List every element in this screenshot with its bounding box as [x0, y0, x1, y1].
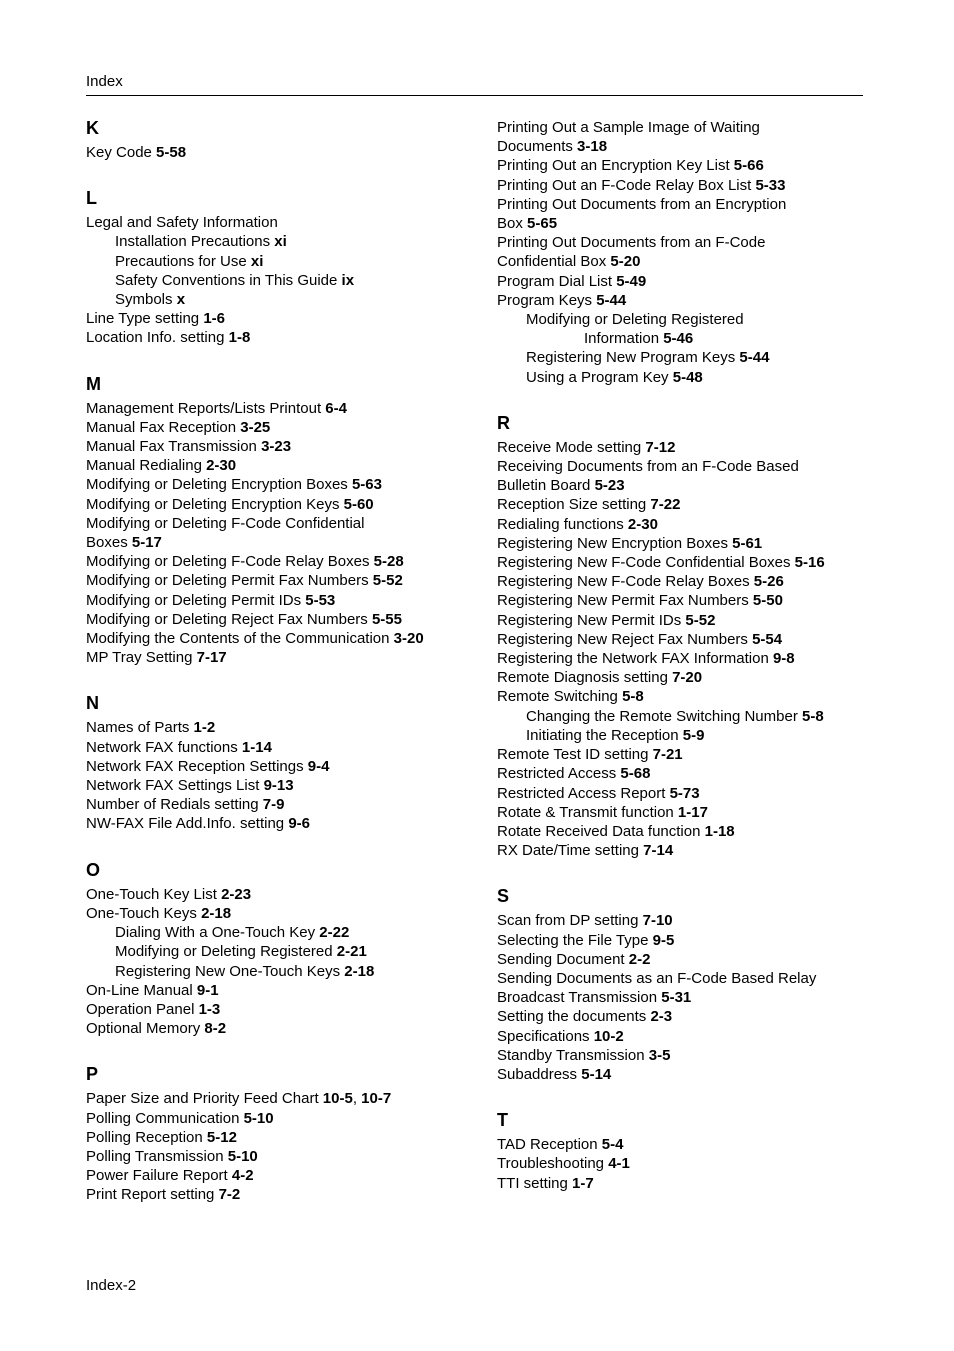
entry-term: Modifying or Deleting F-Code Relay Boxes	[86, 553, 374, 571]
index-entry	[86, 814, 476, 833]
index-section	[86, 860, 476, 1039]
entry-term: Modifying or Deleting Permit Fax Numbers	[86, 572, 373, 590]
entry-page-ref: 7-9	[262, 796, 285, 814]
index-entry	[86, 552, 476, 571]
index-entry	[86, 923, 476, 942]
entry-term: RX Date/Time setting	[497, 842, 644, 860]
index-entry	[497, 214, 897, 233]
entry-page-ref: 5-33	[755, 176, 786, 194]
entry-page-ref: 1-2	[193, 719, 216, 737]
index-entry	[497, 515, 897, 534]
index-entry	[86, 610, 476, 629]
entry-term: Setting the documents	[497, 1008, 651, 1026]
entry-page-ref: 2-18	[344, 962, 375, 980]
entry-term: Broadcast Transmission	[497, 989, 662, 1007]
index-entry	[86, 328, 476, 347]
index-entry	[86, 1128, 476, 1147]
index-entry	[86, 290, 476, 309]
entry-term: Power Failure Report	[86, 1167, 232, 1185]
entry-page-ref: 5-55	[371, 610, 402, 628]
entry-term: Printing Out Documents from an Encryption	[497, 195, 787, 213]
entry-term: Precautions for Use	[115, 252, 251, 270]
entry-term: Symbols	[115, 291, 177, 309]
entry-page-ref: 7-20	[672, 669, 703, 687]
entry-term: Scan from DP setting	[497, 912, 643, 930]
entry-term: Rotate Received Data function	[497, 822, 705, 840]
index-entry	[86, 795, 476, 814]
index-entry	[86, 1000, 476, 1019]
index-entry	[86, 942, 476, 961]
index-entry	[497, 310, 897, 329]
section-letter: T	[497, 1110, 508, 1131]
index-entry	[86, 1166, 476, 1185]
entry-page-ref: 1-14	[241, 738, 272, 756]
entry-term: Names of Parts	[86, 719, 194, 737]
entry-term: Key Code	[86, 144, 157, 161]
entry-term: Documents	[497, 138, 578, 156]
entry-term: Line Type setting	[86, 310, 204, 328]
index-entry	[497, 745, 897, 764]
index-entry	[86, 495, 476, 514]
entry-term: Program Keys	[497, 291, 597, 309]
entry-term: Number of Redials setting	[86, 796, 263, 814]
entry-page-ref: 5-52	[685, 611, 716, 629]
entry-term: Registering New Program Keys	[526, 349, 740, 367]
page-ref-separator: ,	[352, 1090, 362, 1108]
index-entry	[497, 572, 897, 591]
entry-term: MP Tray Setting	[86, 649, 197, 667]
entry-term: Network FAX Settings List	[86, 777, 264, 795]
index-entry	[86, 514, 476, 533]
index-entry	[497, 630, 897, 649]
entry-term: Polling Communication	[86, 1109, 244, 1127]
entry-term: Management Reports/Lists Printout	[86, 399, 326, 417]
entry-term: Receive Mode setting	[497, 438, 646, 456]
section-letter: P	[86, 1064, 99, 1085]
entry-term: Printing Out a Sample Image of Waiting	[497, 119, 760, 136]
entry-page-ref: 5-65	[527, 215, 558, 233]
index-entry	[86, 418, 476, 437]
entry-page-ref: 2-18	[201, 904, 232, 922]
index-entry	[86, 271, 476, 290]
entry-term: Location Info. setting	[86, 329, 229, 347]
page-number: Index-2	[86, 1277, 137, 1294]
entry-page-ref: 2-21	[336, 943, 367, 961]
index-entry	[86, 533, 476, 552]
index-entry	[86, 648, 476, 667]
entry-term: Polling Reception	[86, 1128, 207, 1146]
entry-page-ref: 5-12	[206, 1128, 237, 1146]
index-section	[497, 118, 897, 387]
entry-term: Sending Documents as an F-Code Based Relay	[497, 969, 817, 987]
index-entry	[497, 118, 897, 137]
index-entry	[86, 904, 476, 923]
section-letter: K	[86, 118, 99, 138]
index-section	[86, 693, 476, 833]
entry-term: Installation Precautions	[115, 233, 275, 251]
header-title: Index	[86, 73, 123, 90]
entry-term: Network FAX Reception Settings	[86, 757, 308, 775]
index-entry	[497, 534, 897, 553]
entry-term: Printing Out Documents from an F-Code	[497, 234, 766, 252]
index-entry	[86, 437, 476, 456]
entry-term: Using a Program Key	[526, 368, 673, 386]
entry-page-ref: 3-25	[240, 418, 271, 436]
index-entry	[86, 981, 476, 1000]
entry-page-ref: 7-17	[196, 649, 227, 667]
entry-page-ref: 3-5	[648, 1046, 671, 1064]
entry-term: Initiating the Reception	[526, 726, 683, 744]
entry-term: Bulletin Board	[497, 477, 595, 495]
entry-term: Registering New F-Code Confidential Boxes	[497, 554, 795, 572]
entry-page-ref: 2-3	[650, 1008, 673, 1026]
entry-term: Modifying the Contents of the Communication	[86, 630, 394, 648]
index-entry	[497, 195, 897, 214]
entry-page-ref: 8-2	[204, 1020, 227, 1038]
index-entry	[497, 1007, 897, 1026]
index-entry	[497, 950, 897, 969]
index-entry	[497, 348, 897, 367]
section-letter: M	[86, 373, 101, 394]
entry-term: Manual Fax Transmission	[86, 438, 262, 456]
entry-page-ref: 5-20	[610, 253, 641, 271]
entry-page-ref: 1-3	[198, 1000, 221, 1018]
entry-page-ref: 9-4	[307, 757, 330, 775]
index-entry	[497, 291, 897, 310]
entry-page-ref: 5-44	[739, 349, 770, 367]
entry-term: NW-FAX File Add.Info. setting	[86, 815, 289, 833]
index-entry	[86, 1147, 476, 1166]
index-entry	[86, 399, 476, 418]
entry-page-ref: 4-2	[231, 1167, 254, 1185]
entry-term: Print Report setting	[86, 1186, 219, 1204]
entry-term: TTI setting	[497, 1174, 573, 1192]
entry-page-ref: 9-1	[196, 981, 219, 999]
entry-page-ref: 1-17	[677, 803, 708, 821]
index-entry	[497, 764, 897, 783]
entry-page-ref: 5-10	[227, 1147, 258, 1165]
entry-page-ref: 5-49	[616, 272, 647, 290]
index-entry	[497, 176, 897, 195]
index-entry	[497, 476, 897, 495]
index-entry	[497, 969, 897, 988]
index-entry	[497, 1154, 897, 1173]
entry-term: Dialing With a One-Touch Key	[115, 924, 320, 942]
entry-term: Receiving Documents from an F-Code Based	[497, 458, 799, 476]
entry-term: Registering the Network FAX Information	[497, 650, 773, 668]
entry-page-ref: 3-20	[393, 630, 424, 648]
entry-page-ref: 5-58	[156, 144, 187, 161]
running-header	[86, 73, 863, 96]
entry-page-ref: 10-5	[322, 1090, 353, 1108]
entry-term: Modifying or Deleting Permit IDs	[86, 591, 306, 609]
entry-page-ref: 5-8	[801, 707, 824, 725]
entry-page-ref: 5-4	[601, 1136, 624, 1154]
entry-page-ref: 9-8	[772, 650, 795, 668]
entry-page-ref: 5-73	[669, 784, 700, 802]
index-entry	[497, 368, 897, 387]
index-entry	[497, 233, 897, 252]
entry-page-ref: ix	[341, 271, 355, 289]
index-entry	[497, 668, 897, 687]
entry-term: Registering New Permit IDs	[497, 611, 686, 629]
index-entry	[86, 232, 476, 251]
index-entry	[86, 738, 476, 757]
entry-page-ref: 1-18	[704, 822, 735, 840]
entry-page-ref: xi	[274, 233, 287, 251]
entry-page-ref: 5-60	[343, 495, 374, 513]
entry-page-ref: 7-12	[645, 438, 676, 456]
entry-term: Confidential Box	[497, 253, 611, 271]
index-entry	[86, 1019, 476, 1038]
entry-term: Changing the Remote Switching Number	[526, 707, 802, 725]
index-entry	[86, 885, 476, 904]
entry-term: Restricted Access Report	[497, 784, 670, 802]
index-entry	[497, 649, 897, 668]
index-entry	[86, 571, 476, 590]
entry-page-ref: 5-61	[732, 534, 763, 552]
entry-page-ref: 5-63	[351, 476, 382, 494]
index-section	[497, 1110, 897, 1193]
entry-page-ref: 9-5	[652, 931, 675, 949]
index-entry	[497, 988, 897, 1007]
entry-page-ref: 5-52	[372, 572, 403, 590]
entry-page-ref: 5-48	[672, 368, 703, 386]
entry-term: Troubleshooting	[497, 1155, 609, 1173]
index-entry	[86, 1185, 476, 1204]
entry-page-ref: 5-66	[733, 157, 764, 175]
index-section	[86, 188, 476, 347]
index-entry	[86, 213, 476, 232]
entry-term: Modifying or Deleting Reject Fax Numbers	[86, 610, 372, 628]
entry-term: Modifying or Deleting Registered	[115, 943, 337, 961]
index-section	[86, 1064, 476, 1204]
entry-page-ref: 7-10	[642, 912, 673, 930]
index-entry	[497, 784, 897, 803]
entry-term: Remote Diagnosis setting	[497, 669, 673, 687]
section-letter: L	[86, 188, 97, 209]
entry-term: Network FAX functions	[86, 738, 242, 756]
index-section	[497, 413, 897, 860]
index-entry	[497, 931, 897, 950]
entry-page-ref: 7-2	[218, 1186, 241, 1204]
section-letter: R	[497, 412, 510, 433]
entry-page-ref: 5-9	[682, 726, 705, 744]
index-entry	[497, 1027, 897, 1046]
index-entry	[497, 495, 897, 514]
entry-page-ref: xi	[250, 252, 264, 270]
entry-page-ref: 5-44	[596, 291, 627, 309]
entry-term: On-Line Manual	[86, 981, 197, 999]
index-entry	[497, 553, 897, 572]
entry-term: Restricted Access	[497, 765, 621, 783]
entry-term: Remote Switching	[497, 688, 623, 706]
entry-term: Redialing functions	[497, 515, 628, 533]
entry-term: Registering New One-Touch Keys	[115, 962, 345, 980]
index-section	[86, 374, 476, 668]
entry-page-ref: 5-26	[753, 573, 784, 591]
entry-term: Modifying or Deleting Encryption Boxes	[86, 476, 352, 494]
entry-term: Optional Memory	[86, 1020, 205, 1038]
entry-term: Modifying or Deleting Registered	[526, 311, 744, 329]
entry-term: Rotate & Transmit function	[497, 803, 678, 821]
entry-page-ref: 7-22	[650, 496, 681, 514]
entry-page-ref: 5-50	[752, 592, 783, 610]
entry-term: Modifying or Deleting F-Code Confidential	[86, 514, 365, 532]
entry-term: Registering New Encryption Boxes	[497, 534, 733, 552]
entry-page-ref: 5-17	[131, 534, 162, 552]
index-entry	[497, 457, 897, 476]
entry-term: Printing Out an Encryption Key List	[497, 157, 734, 175]
index-entry	[86, 757, 476, 776]
entry-page-ref: 1-8	[228, 329, 251, 347]
entry-page-ref: 5-23	[594, 477, 625, 495]
entry-term: Paper Size and Priority Feed Chart	[86, 1090, 323, 1108]
index-entry	[497, 1065, 897, 1084]
entry-term: Legal and Safety Information	[86, 214, 278, 232]
entry-page-ref: 5-28	[373, 553, 404, 571]
entry-page-ref: 6-4	[325, 399, 347, 417]
entry-term: Manual Redialing	[86, 457, 207, 475]
entry-term: Subaddress	[497, 1065, 582, 1083]
entry-page-ref: 1-6	[203, 310, 225, 328]
entry-page-ref: 5-10	[243, 1109, 274, 1127]
index-entry	[86, 252, 476, 271]
entry-term: Program Dial List	[497, 272, 617, 290]
index-entry	[86, 718, 476, 737]
section-letter: O	[86, 859, 101, 880]
entry-term: Boxes	[86, 534, 132, 552]
entry-page-ref: 5-8	[622, 688, 644, 706]
section-letter: N	[86, 693, 99, 714]
index-entry	[497, 841, 897, 860]
index-section	[86, 118, 476, 162]
entry-term: Manual Fax Reception	[86, 418, 241, 436]
index-entry	[86, 309, 476, 328]
section-letter: S	[497, 886, 510, 907]
entry-term: Sending Document	[497, 950, 629, 968]
entry-term: Registering New F-Code Relay Boxes	[497, 573, 754, 591]
entry-term: Modifying or Deleting Encryption Keys	[86, 495, 344, 513]
index-column-left	[86, 118, 476, 1231]
entry-page-ref: x	[176, 291, 186, 309]
entry-term: Registering New Reject Fax Numbers	[497, 630, 753, 648]
index-entry	[497, 329, 897, 348]
entry-page-ref: 3-18	[577, 138, 608, 156]
index-entry	[497, 803, 897, 822]
index-entry	[497, 137, 897, 156]
entry-page-ref: 1-7	[572, 1174, 594, 1192]
entry-page-ref: 5-54	[752, 630, 783, 648]
index-entry	[497, 726, 897, 745]
entry-page-ref: 5-16	[794, 554, 825, 572]
index-entry	[497, 611, 897, 630]
entry-page-ref: 10-2	[593, 1027, 624, 1045]
entry-page-ref: 3-23	[261, 438, 292, 456]
entry-page-ref: 5-46	[663, 330, 694, 348]
entry-page-ref: 7-21	[652, 746, 683, 764]
index-entry	[86, 591, 476, 610]
entry-term: Specifications	[497, 1027, 594, 1045]
entry-term: TAD Reception	[497, 1136, 602, 1154]
entry-term: Operation Panel	[86, 1000, 199, 1018]
entry-term: Information	[584, 330, 664, 348]
entry-term: Selecting the File Type	[497, 931, 653, 949]
entry-page-ref: 7-14	[643, 842, 674, 860]
index-entry	[497, 687, 897, 706]
index-entry	[497, 1046, 897, 1065]
index-entry	[86, 776, 476, 795]
index-entry	[86, 143, 476, 162]
index-entry	[497, 272, 897, 291]
entry-term: Printing Out an F-Code Relay Box List	[497, 176, 756, 194]
index-entry	[86, 475, 476, 494]
index-entry	[497, 822, 897, 841]
entry-term: Reception Size setting	[497, 496, 651, 514]
entry-page-ref: 2-30	[627, 515, 658, 533]
entry-page-ref: 9-13	[263, 777, 294, 795]
entry-page-ref: 2-30	[206, 457, 237, 475]
index-entry	[86, 962, 476, 981]
entry-term: Polling Transmission	[86, 1147, 228, 1165]
index-entry	[86, 1109, 476, 1128]
index-entry	[497, 438, 897, 457]
index-entry	[497, 1174, 897, 1193]
entry-page-ref: 5-53	[305, 591, 336, 609]
entry-page-ref: 2-23	[221, 885, 252, 903]
entry-page-ref: 4-1	[608, 1155, 630, 1173]
index-entry	[497, 591, 897, 610]
index-entry	[497, 156, 897, 175]
entry-term: Remote Test ID setting	[497, 746, 653, 764]
entry-page-ref: 5-14	[581, 1065, 612, 1083]
entry-term: One-Touch Keys	[86, 904, 202, 922]
entry-page-ref: 5-68	[620, 765, 651, 783]
entry-term: Safety Conventions in This Guide	[115, 271, 342, 289]
entry-page-ref: 2-2	[628, 950, 651, 968]
index-entry	[497, 911, 897, 930]
entry-term: Standby Transmission	[497, 1046, 649, 1064]
entry-page-ref: 5-31	[661, 989, 692, 1007]
index-entry	[86, 629, 476, 648]
entry-page-ref: 9-6	[288, 815, 310, 833]
entry-term: One-Touch Key List	[86, 885, 222, 903]
index-entry	[86, 456, 476, 475]
entry-term: Box	[497, 215, 528, 233]
index-section	[497, 886, 897, 1084]
entry-page-ref: 10-7	[361, 1090, 392, 1108]
index-column-right	[497, 118, 897, 1219]
index-entry	[497, 1135, 897, 1154]
index-entry	[497, 707, 897, 726]
index-entry	[86, 1089, 476, 1108]
entry-term: Registering New Permit Fax Numbers	[497, 592, 753, 610]
entry-page-ref: 2-22	[319, 924, 350, 942]
index-entry	[497, 252, 897, 271]
